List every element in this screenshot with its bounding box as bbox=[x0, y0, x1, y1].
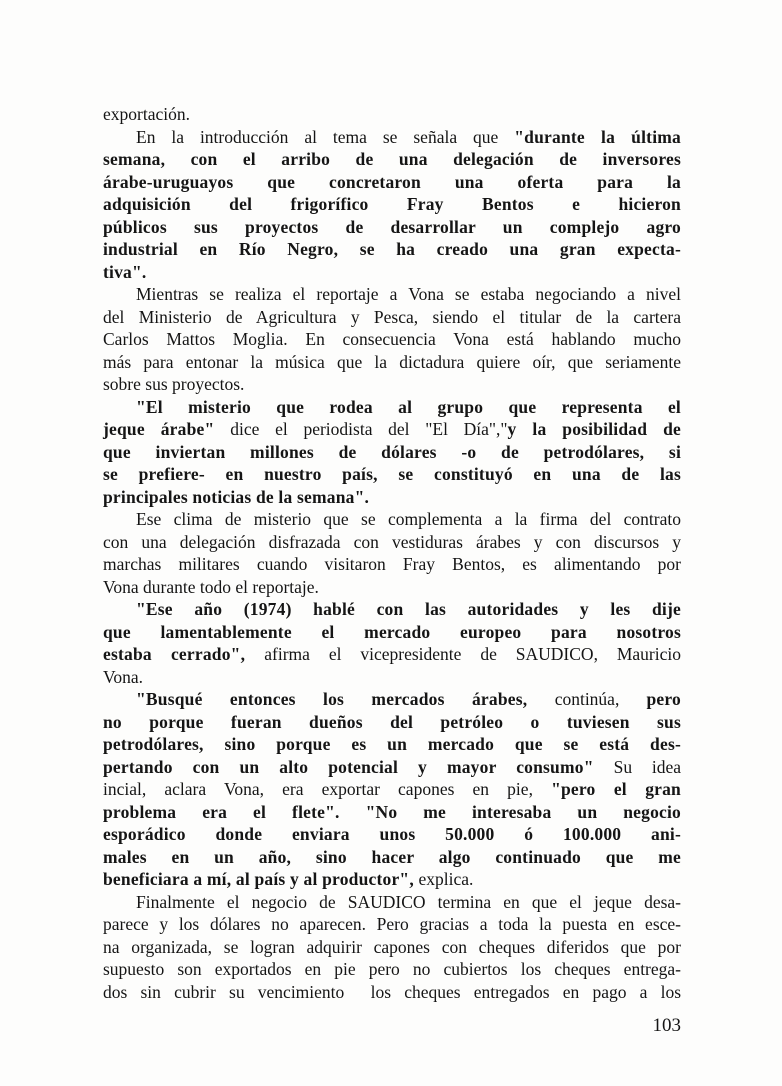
text-line bbox=[103, 711, 681, 734]
text-line bbox=[103, 238, 681, 261]
text-run: sobre sus proyectos. bbox=[103, 374, 245, 394]
bold-text-run: pertando con un alto potencial y mayor consumo" bbox=[103, 756, 614, 777]
text-line bbox=[103, 328, 681, 351]
bold-text-run: industrial en Río Negro, se ha creado una gran expecta- bbox=[103, 239, 681, 259]
text-run: incial, aclara Vona, era exportar capones en pie, bbox=[103, 779, 552, 799]
bold-text-run: que inviertan millones de dólares -o de petrodólares, si bbox=[103, 441, 681, 462]
text-line bbox=[103, 688, 681, 711]
bold-text-run: públicos sus proyectos de desarrollar un complejo agro bbox=[103, 216, 681, 237]
bold-text-run: pero bbox=[646, 689, 681, 709]
bold-text-run: principales noticias de la semana". bbox=[103, 486, 370, 507]
text-run: En la introducción al tema se señala que bbox=[136, 126, 515, 147]
bold-text-run: estaba cerrado", bbox=[103, 644, 265, 664]
bold-text-run: tiva". bbox=[103, 261, 147, 282]
text-line bbox=[103, 261, 681, 284]
text-line bbox=[103, 148, 681, 171]
text-run: Finalmente el negocio de SAUDICO termina en que el jeque desa- bbox=[136, 891, 681, 912]
text-run: dos sin cubrir su vencimiento los cheques entregados en pago a los bbox=[103, 981, 681, 1002]
bold-text-run: petrodólares, sino porque es un mercado que se está des- bbox=[103, 734, 681, 754]
text-run: exportación. bbox=[103, 104, 190, 124]
text-line bbox=[103, 486, 681, 509]
bold-text-run: y la posibilidad de bbox=[507, 419, 681, 439]
text-run: supuesto son exportados en pie pero no cubiertos los cheques entrega- bbox=[103, 959, 681, 979]
bold-text-run: árabe-uruguayos que concretaron una oferta para la bbox=[103, 171, 681, 192]
text-line bbox=[103, 553, 681, 576]
text-run: marchas militares cuando visitaron Fray Bentos, es alimentando por bbox=[103, 554, 681, 574]
text-line bbox=[103, 823, 681, 846]
text-line bbox=[103, 396, 681, 419]
text-line bbox=[103, 418, 681, 441]
text-line bbox=[103, 846, 681, 869]
page-number: 103 bbox=[652, 1015, 681, 1036]
text-line bbox=[103, 868, 681, 891]
text-line bbox=[103, 936, 681, 959]
bold-text-run: problema era el flete". "No me interesaba un negocio bbox=[103, 801, 681, 822]
text-line bbox=[103, 576, 681, 599]
bold-text-run: jeque árabe" bbox=[103, 419, 231, 439]
text-line bbox=[103, 913, 681, 936]
text-line bbox=[103, 216, 681, 239]
bold-text-run: beneficiara a mí, al país y al productor", bbox=[103, 869, 419, 889]
text-run: Su idea bbox=[613, 756, 681, 777]
text-run: parece y los dólares no aparecen. Pero gracias a toda la puesta en esce- bbox=[103, 914, 681, 934]
text-line bbox=[103, 621, 681, 644]
bold-text-run: "Busqué entonces los mercados árabes, bbox=[136, 689, 555, 709]
bold-text-run: que lamentablemente el mercado europeo para nosotros bbox=[103, 621, 681, 642]
bold-text-run: "Ese año (1974) hablé con las autoridades y les dije bbox=[136, 599, 681, 619]
bold-text-run: "El misterio que rodea al grupo que representa el bbox=[136, 396, 681, 417]
text-block bbox=[103, 103, 681, 1003]
text-line bbox=[103, 193, 681, 216]
text-line bbox=[103, 801, 681, 824]
text-line bbox=[103, 283, 681, 306]
bold-text-run: se prefiere- en nuestro país, se constituyó en una de las bbox=[103, 464, 681, 484]
text-line bbox=[103, 891, 681, 914]
text-line bbox=[103, 441, 681, 464]
text-line bbox=[103, 778, 681, 801]
text-run: dice el periodista del "El Día"," bbox=[230, 419, 508, 439]
text-line bbox=[103, 171, 681, 194]
text-line bbox=[103, 463, 681, 486]
text-run: Mientras se realiza el reportaje a Vona se estaba negociando a nivel bbox=[136, 284, 681, 304]
text-line bbox=[103, 126, 681, 149]
text-run: Ese clima de misterio que se complementa a la firma del contrato bbox=[136, 509, 681, 529]
text-run: Vona durante todo el reportaje. bbox=[103, 576, 319, 597]
text-line bbox=[103, 666, 681, 689]
text-line bbox=[103, 306, 681, 329]
text-line bbox=[103, 733, 681, 756]
text-run: con una delegación disfrazada con vestiduras árabes y con discursos y bbox=[103, 531, 681, 552]
bold-text-run: adquisición del frigorífico Fray Bentos e hicieron bbox=[103, 194, 681, 214]
bold-text-run: esporádico donde enviara unos 50.000 ó 100.000 ani- bbox=[103, 824, 681, 844]
text-run: explica. bbox=[418, 869, 474, 889]
text-run: Carlos Mattos Moglia. En consecuencia Vona está hablando mucho bbox=[103, 329, 681, 349]
text-line bbox=[103, 598, 681, 621]
bold-text-run: "pero el gran bbox=[551, 779, 681, 799]
bold-text-run: semana, con el arribo de una delegación de inversores bbox=[103, 149, 681, 169]
text-line bbox=[103, 981, 681, 1004]
text-line bbox=[103, 958, 681, 981]
bold-text-run: males en un año, sino hacer algo continuado que me bbox=[103, 846, 681, 867]
text-run: del Ministerio de Agricultura y Pesca, siendo el titular de la cartera bbox=[103, 306, 681, 327]
bold-text-run: no porque fueran dueños del petróleo o tuviesen sus bbox=[103, 711, 681, 732]
text-line bbox=[103, 531, 681, 554]
text-line bbox=[103, 373, 681, 396]
text-run: afirma el vicepresidente de SAUDICO, Mauricio bbox=[264, 644, 681, 664]
bold-text-run: "durante la última bbox=[514, 126, 681, 147]
text-run: Vona. bbox=[103, 666, 144, 687]
text-run: más para entonar la música que la dictadura quiere oír, que seriamente bbox=[103, 351, 681, 372]
text-run: na organizada, se logran adquirir capones con cheques diferidos que por bbox=[103, 936, 681, 957]
text-line bbox=[103, 351, 681, 374]
text-run: continúa, bbox=[554, 689, 647, 709]
text-line bbox=[103, 508, 681, 531]
text-line bbox=[103, 756, 681, 779]
text-line bbox=[103, 103, 681, 126]
text-line bbox=[103, 643, 681, 666]
